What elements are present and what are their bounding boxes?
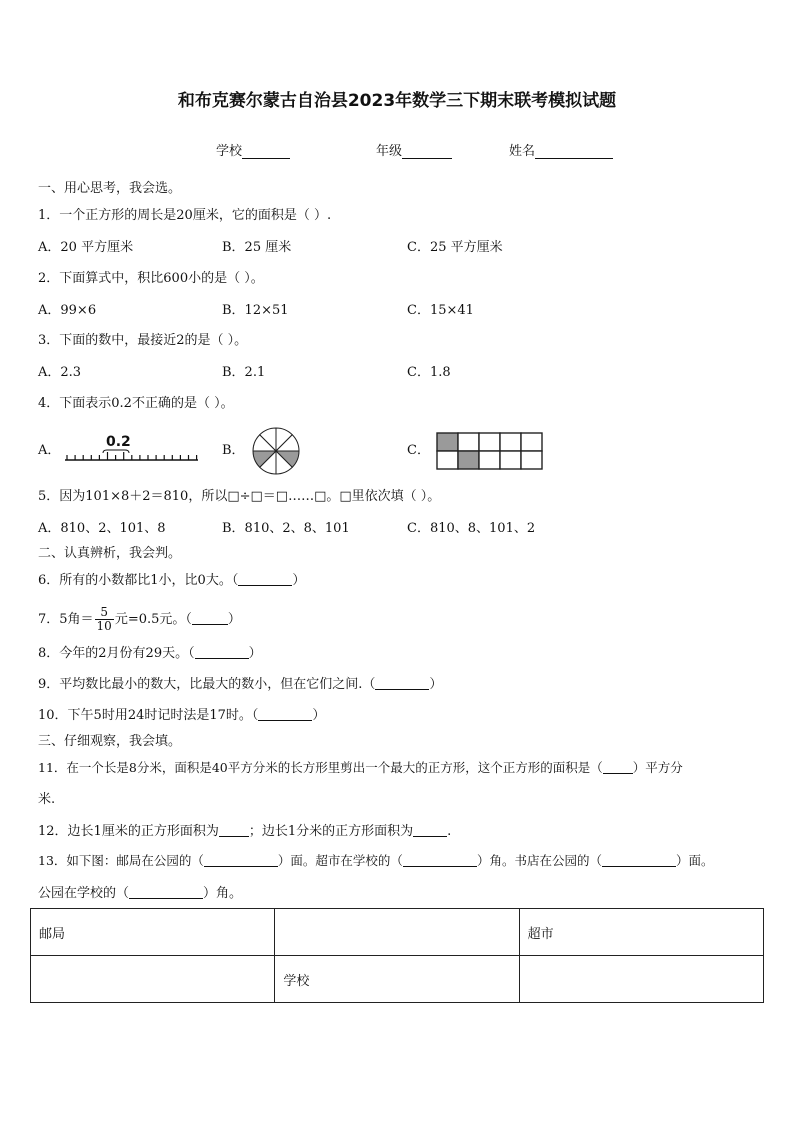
answer-blank-13a[interactable]	[204, 853, 278, 867]
question-8	[38, 645, 262, 662]
question-6-end: ）	[292, 573, 306, 588]
question-13-part-b: ）面。超市在学校的（	[277, 853, 403, 868]
question-12-part-a: 12．边长1厘米的正方形面积为	[38, 824, 219, 839]
grade-blank[interactable]	[402, 144, 452, 159]
answer-blank-8[interactable]	[195, 645, 249, 659]
question-6	[38, 572, 305, 589]
q3-option-c[interactable]: C．1.8	[407, 365, 451, 380]
question-2: 2．下面算式中，积比600小的是（ ）。	[38, 271, 264, 286]
number-line-figure	[62, 430, 202, 466]
question-13-part-a: 13．如下图：邮局在公园的（	[38, 853, 204, 868]
question-12	[38, 823, 451, 840]
name-field	[509, 140, 613, 159]
answer-blank-6[interactable]	[238, 572, 292, 586]
grid-cell	[521, 433, 542, 451]
grid-cell	[437, 433, 458, 451]
q4-option-a[interactable]: A．	[38, 443, 61, 458]
question-8-end: ）	[248, 646, 262, 661]
answer-blank-7[interactable]	[192, 611, 228, 625]
q3-option-a[interactable]: A．2.3	[38, 365, 82, 380]
question-10-end: ）	[312, 708, 326, 723]
answer-blank-11[interactable]	[603, 760, 633, 774]
question-9	[38, 676, 442, 693]
number-line-ticks	[67, 452, 197, 460]
q2-option-a[interactable]: A．99×6	[38, 303, 97, 318]
q3-option-b[interactable]: B．2.1	[222, 365, 266, 380]
fraction-denominator: 10	[96, 619, 112, 633]
answer-blank-13c[interactable]	[602, 853, 676, 867]
grid-cell	[521, 451, 542, 469]
table-cell: 学校	[275, 956, 519, 1003]
table-row	[31, 909, 764, 956]
question-7-end: ）	[227, 612, 241, 627]
question-12-part-b: ；边长1分米的正方形面积为	[248, 824, 414, 839]
question-13-cont	[38, 885, 242, 902]
answer-blank-13b[interactable]	[403, 853, 477, 867]
table-cell: 邮局	[31, 909, 275, 956]
grade-label: 年级	[376, 144, 403, 159]
question-8-text: 8．今年的2月份有29天。（	[38, 646, 195, 661]
q1-option-a[interactable]: A．20 平方厘米	[38, 240, 134, 255]
question-13-part-c: ）角。书店在公园的（	[476, 853, 602, 868]
question-5: 5．因为101×8＋2＝810，所以□÷□＝□……□。□里依次填（ ）。	[38, 489, 441, 504]
question-13	[38, 853, 713, 869]
table-cell	[31, 956, 275, 1003]
question-9-end: ）	[429, 677, 443, 692]
answer-blank-13d[interactable]	[129, 885, 203, 899]
question-12-part-c: .	[447, 824, 452, 839]
grid-figure	[435, 432, 545, 470]
table-cell	[519, 956, 763, 1003]
grade-field	[376, 140, 452, 159]
answer-blank-12a[interactable]	[219, 823, 249, 837]
question-11-cont: 米.	[38, 792, 56, 807]
grid-cells	[437, 433, 542, 469]
fraction-numerator: 5	[95, 606, 114, 620]
question-7-post: 元=0.5元。（	[114, 612, 192, 627]
circle-figure	[246, 425, 308, 477]
question-6-text: 6．所有的小数都比1小，比0大。（	[38, 573, 239, 588]
circle-sectors	[253, 428, 299, 474]
question-4: 4．下面表示0.2不正确的是（ ）。	[38, 396, 234, 411]
question-10	[38, 707, 325, 724]
school-label: 学校	[216, 144, 243, 159]
question-9-text: 9．平均数比最小的数大，比最大的数小，但在它们之间.（	[38, 677, 376, 692]
q1-option-b[interactable]: B．25 厘米	[222, 240, 292, 255]
ruler-label: 0.2	[106, 434, 131, 450]
answer-blank-10[interactable]	[258, 707, 312, 721]
grid-cell	[479, 433, 500, 451]
section-heading-3: 三、仔细观察，我会填。	[38, 734, 182, 749]
question-7	[38, 606, 241, 634]
grid-cell	[500, 451, 521, 469]
grid-cell	[500, 433, 521, 451]
question-13-part-f: ）角。	[203, 886, 243, 901]
question-7-pre: 7．5角＝	[38, 612, 94, 627]
grid-cell	[479, 451, 500, 469]
grid-cell	[458, 433, 479, 451]
answer-blank-12b[interactable]	[413, 823, 447, 837]
question-13-part-d: ）面。	[675, 853, 714, 868]
table-cell	[275, 909, 519, 956]
q4-option-b[interactable]: B．	[222, 443, 245, 458]
q2-option-b[interactable]: B．12×51	[222, 303, 289, 318]
q2-option-c[interactable]: C．15×41	[407, 303, 474, 318]
school-blank[interactable]	[242, 144, 290, 159]
name-label: 姓名	[509, 144, 536, 159]
page-title: 和布克赛尔蒙古自治县2023年数学三下期末联考模拟试题	[177, 91, 617, 111]
table-cell: 超市	[519, 909, 763, 956]
q5-option-b[interactable]: B．810、2、8、101	[222, 521, 350, 536]
school-field	[216, 140, 290, 159]
question-3: 3．下面的数中，最接近2的是（ ）。	[38, 333, 248, 348]
table-row	[31, 956, 764, 1003]
question-11-text: 11．在一个长是8分米，面积是40平方分米的长方形里剪出一个最大的正方形，这个正方形的面积是（	[38, 760, 603, 775]
q5-option-c[interactable]: C．810、8、101、2	[407, 521, 536, 536]
location-table	[30, 908, 764, 1003]
answer-blank-9[interactable]	[375, 676, 429, 690]
section-heading-1: 一、用心思考，我会选。	[38, 181, 182, 196]
section-heading-2: 二、认真辨析，我会判。	[38, 546, 182, 561]
q4-option-c[interactable]: C．	[407, 443, 430, 458]
question-1: 1．一个正方形的周长是20厘米，它的面积是（ ）.	[38, 208, 332, 223]
grid-cell	[458, 451, 479, 469]
question-10-text: 10．下午5时用24时记时法是17时。（	[38, 708, 259, 723]
fraction-5-10	[95, 606, 114, 633]
grid-cell	[437, 451, 458, 469]
q5-option-a[interactable]: A．810、2、101、8	[38, 521, 166, 536]
question-11	[38, 760, 683, 776]
question-11-end: ）平方分	[632, 760, 683, 775]
q1-option-c[interactable]: C．25 平方厘米	[407, 240, 503, 255]
name-blank[interactable]	[535, 144, 613, 159]
question-13-part-e: 公园在学校的（	[38, 886, 130, 901]
